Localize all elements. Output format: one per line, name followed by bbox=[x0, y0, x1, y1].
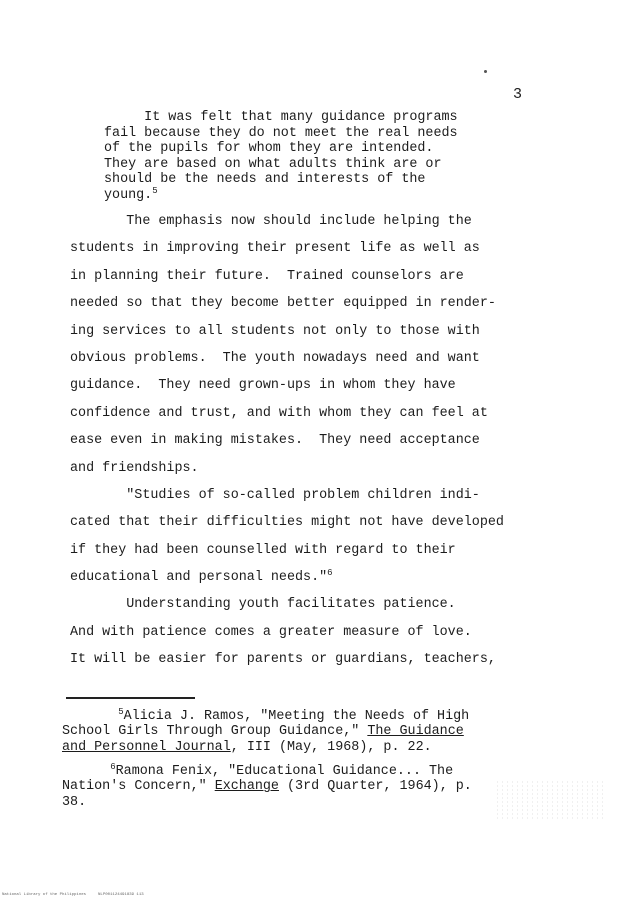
speck-mark bbox=[484, 70, 487, 73]
footnote-line bbox=[62, 764, 562, 779]
footnote-title: The Guidance bbox=[367, 724, 464, 740]
page-number: 3 bbox=[513, 86, 523, 103]
body-line-text: educational and personal needs." bbox=[70, 570, 328, 586]
body-line: students in improving their present life as well as bbox=[70, 241, 480, 257]
body-line: It will be easier for parents or guardians, teachers, bbox=[70, 652, 496, 668]
body-line: if they had been counselled with regard to their bbox=[70, 542, 456, 558]
footnote-6 bbox=[62, 764, 562, 810]
footnote-5 bbox=[62, 709, 562, 755]
quote-line: fail because they do not meet the real needs bbox=[104, 125, 458, 141]
footnote-text: Ramona Fenix, "Educational Guidance... The bbox=[115, 764, 454, 779]
quote-line: They are based on what adults think are or bbox=[104, 156, 442, 172]
footnote-line bbox=[62, 724, 562, 739]
body-line: and friendships. bbox=[70, 460, 199, 476]
body-line: guidance. They need grown-ups in whom they have bbox=[70, 378, 456, 394]
body-line: The emphasis now should include helping the bbox=[70, 214, 472, 229]
body-line: obvious problems. The youth nowadays need and want bbox=[70, 350, 480, 366]
body-line: cated that their difficulties might not have developed bbox=[70, 515, 504, 531]
block-quote bbox=[104, 110, 534, 204]
body-line: in planning their future. Trained counselors are bbox=[70, 268, 464, 284]
body-line: confidence and trust, and with whom they can feel at bbox=[70, 405, 488, 421]
footnote-text: Alicia J. Ramos, "Meeting the Needs of High bbox=[123, 709, 470, 724]
footnote-title: Exchange bbox=[214, 779, 279, 795]
body-line: ing services to all students not only to those with bbox=[70, 323, 480, 339]
footnote-line bbox=[62, 740, 562, 755]
footnote-ref-5: 5 bbox=[152, 185, 158, 196]
body-line: ease even in making mistakes. They need acceptance bbox=[70, 433, 480, 449]
footnote-line bbox=[62, 709, 562, 724]
microfilm-label: National Library of the Philippines NLP001124491839 113 bbox=[2, 893, 144, 897]
body-line: needed so that they become better equipped in render- bbox=[70, 296, 496, 312]
body-line-with-ref bbox=[70, 564, 570, 591]
footnote-line: 38. bbox=[62, 794, 87, 810]
footnote-mark: 5 bbox=[118, 707, 124, 717]
quote-line: It was felt that many guidance programs bbox=[104, 110, 458, 125]
footnote-line bbox=[62, 779, 562, 794]
body-line: "Studies of so-called problem children indi- bbox=[70, 487, 480, 503]
footnote-title: and Personnel Journal bbox=[62, 739, 231, 755]
footnote-mark: 6 bbox=[110, 762, 116, 772]
quote-line: should be the needs and interests of the bbox=[104, 172, 426, 188]
footnote-divider bbox=[66, 697, 195, 699]
footnote-text: , III (May, 1968), p. 22. bbox=[230, 739, 432, 755]
body-line: And with patience comes a greater measure of love. bbox=[70, 624, 472, 640]
quote-line-last bbox=[104, 185, 534, 204]
body-paragraphs bbox=[70, 208, 570, 674]
quote-line-text: young. bbox=[104, 187, 153, 203]
scan-noise bbox=[495, 780, 605, 820]
footnote-text: School Girls Through Group Guidance," bbox=[62, 724, 368, 740]
footnote-text: Nation's Concern," bbox=[62, 779, 215, 795]
body-line: Understanding youth facilitates patience. bbox=[70, 597, 456, 613]
footnote-ref-6: 6 bbox=[327, 568, 333, 579]
footnote-text: (3rd Quarter, 1964), p. bbox=[278, 779, 472, 795]
quote-line: of the pupils for whom they are intended. bbox=[104, 141, 434, 157]
